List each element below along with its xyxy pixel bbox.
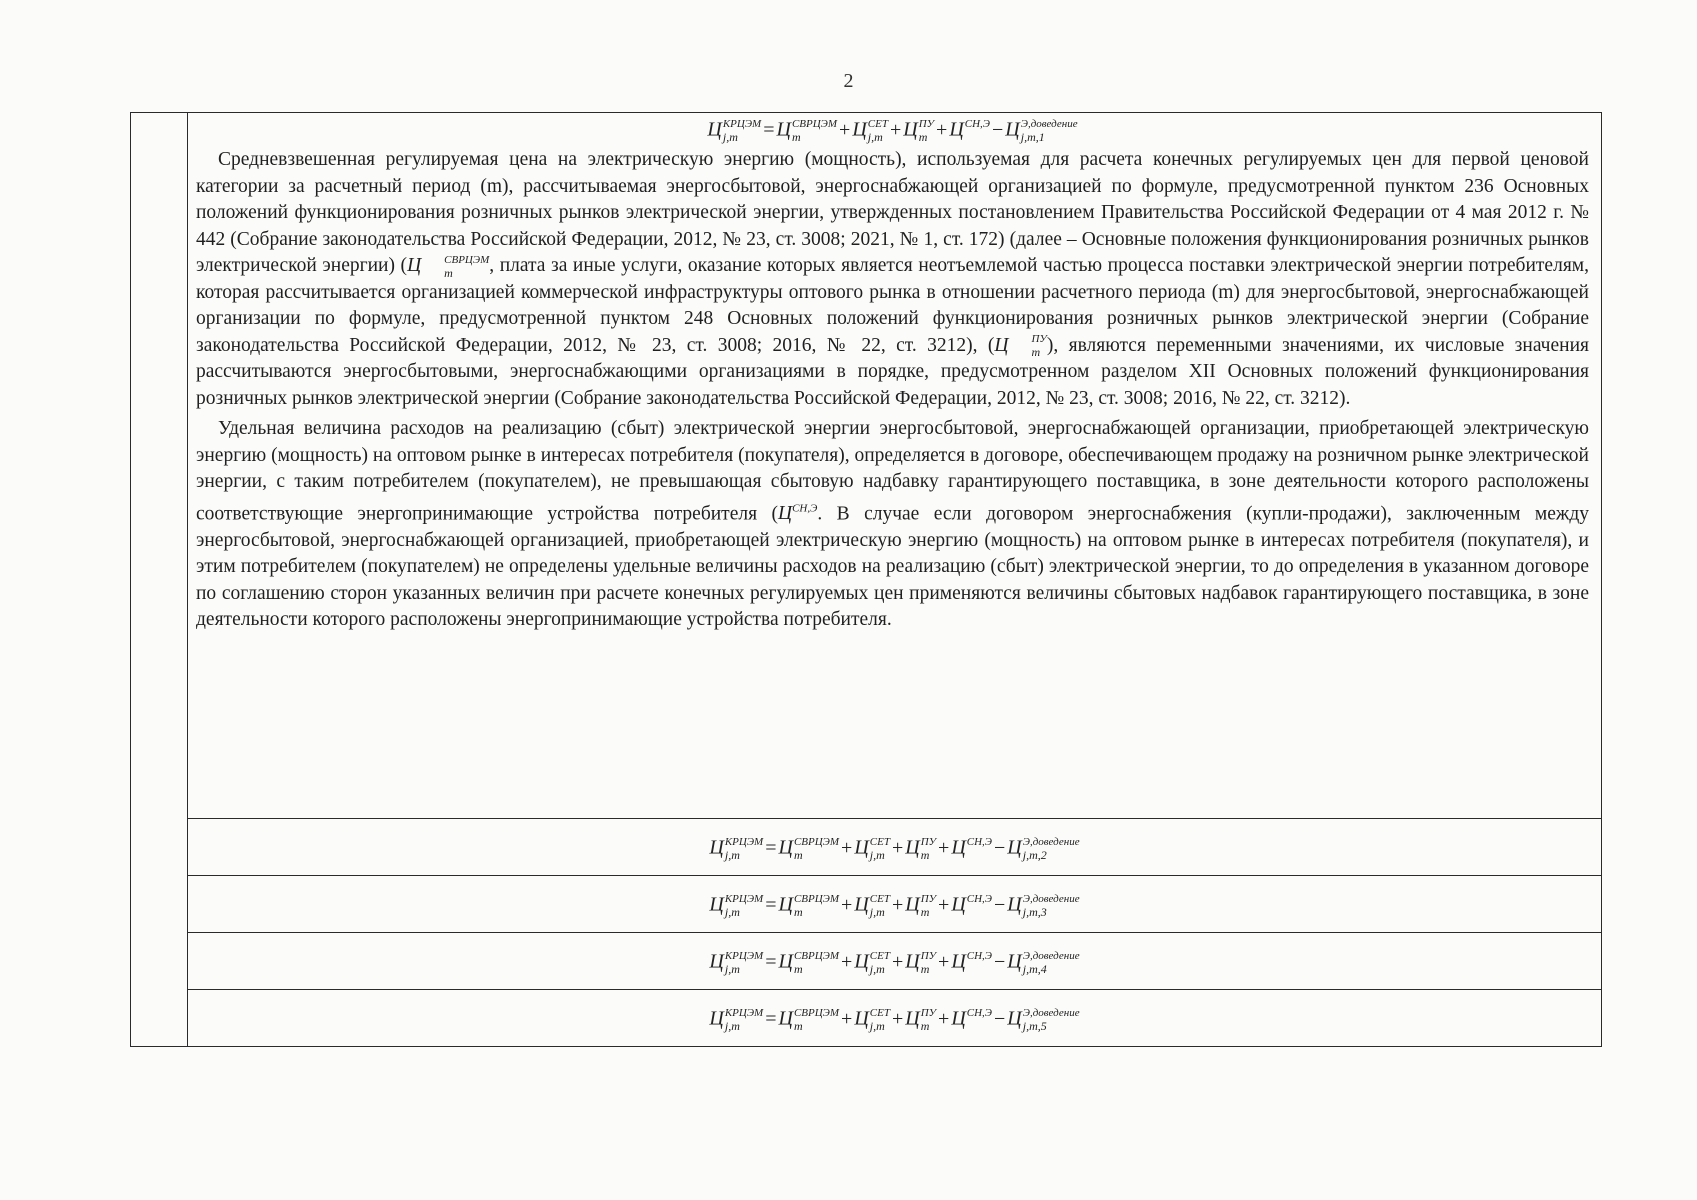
symbol-base: Ц bbox=[903, 118, 918, 141]
operator: = bbox=[765, 950, 777, 973]
symbol-sub: j,m bbox=[869, 1019, 885, 1033]
symbol-sub: j,m bbox=[869, 848, 885, 862]
symbol-base: Ц bbox=[1007, 950, 1022, 973]
symbol-sup: СЕТ bbox=[869, 893, 890, 905]
symbol-base: Ц bbox=[854, 1007, 869, 1030]
page-number: 2 bbox=[843, 70, 854, 92]
formula bbox=[188, 951, 1601, 975]
symbol-base: Ц bbox=[778, 893, 793, 916]
symbol-base: Ц bbox=[951, 1007, 966, 1030]
symbol-sub: j,m,5 bbox=[1022, 1019, 1047, 1033]
symbol-sup: СВРЦЭМ bbox=[791, 118, 838, 130]
operator: − bbox=[994, 836, 1006, 859]
paragraph-text: ), являются переменными значениями, их числовые значения рассчитываются энергосбытовыми, энергоснабжающими организациями в порядке, предусмотренном разделом XII Основных положений функционирования розничных рынков электрической энергии (Собрание законодательства Российской Федерации, 2012, № 23, ст. 3008; 2016, № 22, ст. 3212). bbox=[196, 334, 1589, 409]
operator: + bbox=[841, 893, 853, 916]
operator: = bbox=[765, 836, 777, 859]
operator: + bbox=[938, 950, 950, 973]
operator: = bbox=[765, 1007, 777, 1030]
operator: + bbox=[891, 1007, 904, 1030]
symbol-sub: j,m bbox=[724, 905, 740, 919]
operator: + bbox=[841, 950, 853, 973]
symbol-sup: СЕТ bbox=[869, 836, 890, 848]
symbol-sup: Э,доведение bbox=[1022, 893, 1080, 905]
table-row bbox=[131, 819, 1602, 876]
symbol-sup: СН,Э bbox=[966, 1007, 993, 1019]
symbol-base: Ц bbox=[778, 1007, 793, 1030]
symbol-sub: j,m bbox=[869, 905, 885, 919]
symbol-base: Ц bbox=[1005, 118, 1020, 141]
formula bbox=[188, 894, 1601, 918]
operator: = bbox=[765, 893, 777, 916]
operator: + bbox=[889, 118, 902, 141]
operator: + bbox=[891, 893, 904, 916]
symbol-sub: m bbox=[793, 848, 803, 862]
symbol-base: Ц bbox=[778, 836, 793, 859]
symbol-sup: СЕТ bbox=[867, 118, 888, 130]
symbol-sub bbox=[967, 1020, 992, 1032]
formula bbox=[188, 837, 1601, 861]
symbol-sup: ПУ bbox=[918, 118, 935, 130]
paragraph-text: Средневзвешенная регулируемая цена на электрическую энергию (мощность), используемая для расчета конечных регулируемых цен для первой ценовой категории за расчетный период (m), рассчитываемая энергосбытовой, энергоснабжающей организацией по формуле, предусмотренной пунктом 236 Основных положений функционирования розничных рынков электрической энергии, утвержденных постановлением Правительства Российской Федерации от 4 мая 2012 г. № 442 (Собрание законодательства Российской Федерации, 2012, № 23, ст. 3008; 2021, № 1, ст. 172) (далее – Основные положения функционирования розничных рынков электрической энергии) ( bbox=[196, 149, 1589, 276]
symbol-sup: ПУ bbox=[920, 1007, 937, 1019]
symbol-sub: m bbox=[920, 905, 930, 919]
formula-cell bbox=[188, 876, 1602, 933]
symbol-sub: j,m,2 bbox=[1022, 848, 1047, 862]
symbol-sup: Э,доведение bbox=[1022, 1007, 1080, 1019]
symbol-sup: СН,Э bbox=[966, 893, 993, 905]
symbol-sub: m bbox=[1031, 345, 1041, 360]
symbol-sup: СВРЦЭМ bbox=[793, 950, 840, 962]
symbol-sub: m bbox=[920, 962, 930, 976]
symbol-base: Ц bbox=[905, 893, 920, 916]
symbol-sup: СН,Э bbox=[966, 836, 993, 848]
symbol-sup: ПУ bbox=[1031, 333, 1047, 346]
symbol-sub bbox=[965, 131, 990, 143]
symbol-sup: СВРЦЭМ bbox=[793, 836, 840, 848]
symbol-sub: j,m bbox=[724, 962, 740, 976]
operator: + bbox=[841, 1007, 853, 1030]
symbol-sub: j,m,3 bbox=[1022, 905, 1047, 919]
symbol-sub: m bbox=[920, 848, 930, 862]
main-text-cell bbox=[188, 113, 1602, 819]
symbol-sub bbox=[967, 849, 992, 861]
symbol-sup: ПУ bbox=[920, 836, 937, 848]
symbol-sub: j,m bbox=[724, 1019, 740, 1033]
formula bbox=[196, 119, 1589, 143]
symbol-pu bbox=[994, 333, 1047, 360]
paragraph-regulated-price bbox=[196, 147, 1589, 412]
symbol-base: Ц bbox=[852, 118, 867, 141]
symbol-sub: m bbox=[918, 130, 928, 144]
symbol-sup: КРЦЭМ bbox=[722, 118, 762, 130]
symbol-sub: j,m,1 bbox=[1020, 130, 1045, 144]
operator: + bbox=[891, 950, 904, 973]
symbol-base: Ц bbox=[707, 118, 722, 141]
symbol-sup: ПУ bbox=[920, 950, 937, 962]
symbol-base: Ц bbox=[905, 950, 920, 973]
symbol-sup: Э,доведение bbox=[1022, 836, 1080, 848]
symbol-base: Ц bbox=[1007, 893, 1022, 916]
symbol-sup: СЕТ bbox=[869, 950, 890, 962]
symbol-sup: КРЦЭМ bbox=[724, 836, 764, 848]
operator: = bbox=[763, 118, 775, 141]
tariff-table bbox=[130, 112, 1602, 1047]
table-row bbox=[131, 876, 1602, 933]
symbol-sup: Э,доведение bbox=[1020, 118, 1078, 130]
symbol-base: Ц bbox=[709, 893, 724, 916]
symbol-sup: ПУ bbox=[920, 893, 937, 905]
symbol-base: Ц bbox=[951, 893, 966, 916]
symbol-sup: Э,доведение bbox=[1022, 950, 1080, 962]
symbol-sub: j,m bbox=[724, 848, 740, 862]
paragraph-sales-costs bbox=[196, 416, 1589, 634]
formula-cell bbox=[188, 933, 1602, 990]
symbol-base: Ц bbox=[854, 950, 869, 973]
symbol-sub bbox=[967, 963, 992, 975]
operator: + bbox=[938, 1007, 950, 1030]
symbol-base: Ц bbox=[407, 255, 422, 276]
operator: + bbox=[936, 118, 948, 141]
symbol-sub: j,m,4 bbox=[1022, 962, 1047, 976]
symbol-base: Ц bbox=[951, 950, 966, 973]
paragraph-text: Удельная величина расходов на реализацию (сбыт) электрической энергии энергосбытовой, энергоснабжающей организации, приобретающей электрическую энергию (мощность) на оптовом рынке в интересах потребителя (покупателя), определяется в договоре, обеспечивающем продажу на розничном рынке электрической энергии, с таким потребителем (покупателем), не превышающая сбытовую надбавку гарантирующего поставщика, в зоне деятельности которого расположены соответствующие энергопринимающие устройства потребителя ( bbox=[196, 418, 1589, 524]
left-column-cell bbox=[131, 113, 188, 1047]
table-row bbox=[131, 990, 1602, 1047]
symbol-sup: СН,Э bbox=[964, 118, 991, 130]
symbol-base: Ц bbox=[709, 836, 724, 859]
symbol-sup: СВРЦЭМ bbox=[444, 253, 490, 266]
operator: − bbox=[994, 893, 1006, 916]
symbol-sup: СВРЦЭМ bbox=[793, 1007, 840, 1019]
symbol-svrcem bbox=[407, 253, 490, 280]
symbol-base: Ц bbox=[778, 950, 793, 973]
symbol-sub: j,m bbox=[867, 130, 883, 144]
symbol-sup: КРЦЭМ bbox=[724, 950, 764, 962]
symbol-sub: j,m bbox=[869, 962, 885, 976]
symbol-sub: m bbox=[793, 905, 803, 919]
symbol-base: Ц bbox=[709, 1007, 724, 1030]
symbol-base: Ц bbox=[854, 893, 869, 916]
formula-cell bbox=[188, 990, 1602, 1047]
symbol-base: Ц bbox=[905, 1007, 920, 1030]
symbol-sup: СН,Э bbox=[966, 950, 993, 962]
symbol-base: Ц bbox=[776, 118, 791, 141]
formula-cell bbox=[188, 819, 1602, 876]
symbol-sub: m bbox=[920, 1019, 930, 1033]
table-row bbox=[131, 933, 1602, 990]
operator: + bbox=[938, 836, 950, 859]
symbol-base: Ц bbox=[854, 836, 869, 859]
operator: + bbox=[938, 893, 950, 916]
symbol-base: Ц bbox=[1007, 1007, 1022, 1030]
table-row bbox=[131, 113, 1602, 819]
symbol-base: Ц bbox=[1007, 836, 1022, 859]
operator: + bbox=[891, 836, 904, 859]
symbol-base: Ц bbox=[778, 503, 793, 524]
symbol-sn-e bbox=[778, 503, 817, 524]
formula bbox=[188, 1008, 1601, 1032]
operator: + bbox=[841, 836, 853, 859]
symbol-sup: СН,Э bbox=[792, 502, 818, 515]
symbol-sup: КРЦЭМ bbox=[724, 893, 764, 905]
symbol-base: Ц bbox=[949, 118, 964, 141]
symbol-sub: m bbox=[793, 1019, 803, 1033]
symbol-base: Ц bbox=[905, 836, 920, 859]
operator: − bbox=[994, 950, 1006, 973]
symbol-base: Ц bbox=[709, 950, 724, 973]
operator: − bbox=[994, 1007, 1006, 1030]
paragraph-text: , плата за иные услуги, оказание которых является неотъемлемой частью процесса поставки электрической энергии потребителям, которая рассчитывается организацией коммерческой инфраструктуры оптового рынка в отношении расчетного периода (m) для энергосбытовой, энергоснабжающей организации по формуле, предусмотренной пунктом 248 Основных положений функционирования розничных рынков электрической энергии (Собрание законодательства Российской Федерации, 2012, № 23, ст. 3008; 2016, № 22, ст. 3212), ( bbox=[196, 255, 1590, 356]
symbol-sub: m bbox=[791, 130, 801, 144]
symbol-sub: m bbox=[444, 265, 453, 280]
symbol-sup: СЕТ bbox=[869, 1007, 890, 1019]
operator: − bbox=[992, 118, 1004, 141]
symbol-sup: СВРЦЭМ bbox=[793, 893, 840, 905]
symbol-sub bbox=[967, 906, 992, 918]
paragraph-text: . В случае если договором энергоснабжения (купли-продажи), заключенным между энергосбытовой, энергоснабжающей организацией, приобретающей электрическую энергию (мощность) на оптовом рынке в интересах потребителя (покупателя), и этим потребителем (покупателем) не определены удельные величины расходов на реализацию (сбыт) электрической энергии, то до определения в указанном договоре по соглашению сторон указанных величин при расчете конечных регулируемых цен применяются величины сбытовых надбавок гарантирующего поставщика, в зоне деятельности которого расположены энергопринимающие устройства потребителя. bbox=[196, 503, 1589, 630]
symbol-sub: j,m bbox=[722, 130, 738, 144]
symbol-sub: m bbox=[793, 962, 803, 976]
operator: + bbox=[839, 118, 851, 141]
symbol-sup: КРЦЭМ bbox=[724, 1007, 764, 1019]
symbol-base: Ц bbox=[994, 334, 1009, 356]
symbol-base: Ц bbox=[951, 836, 966, 859]
